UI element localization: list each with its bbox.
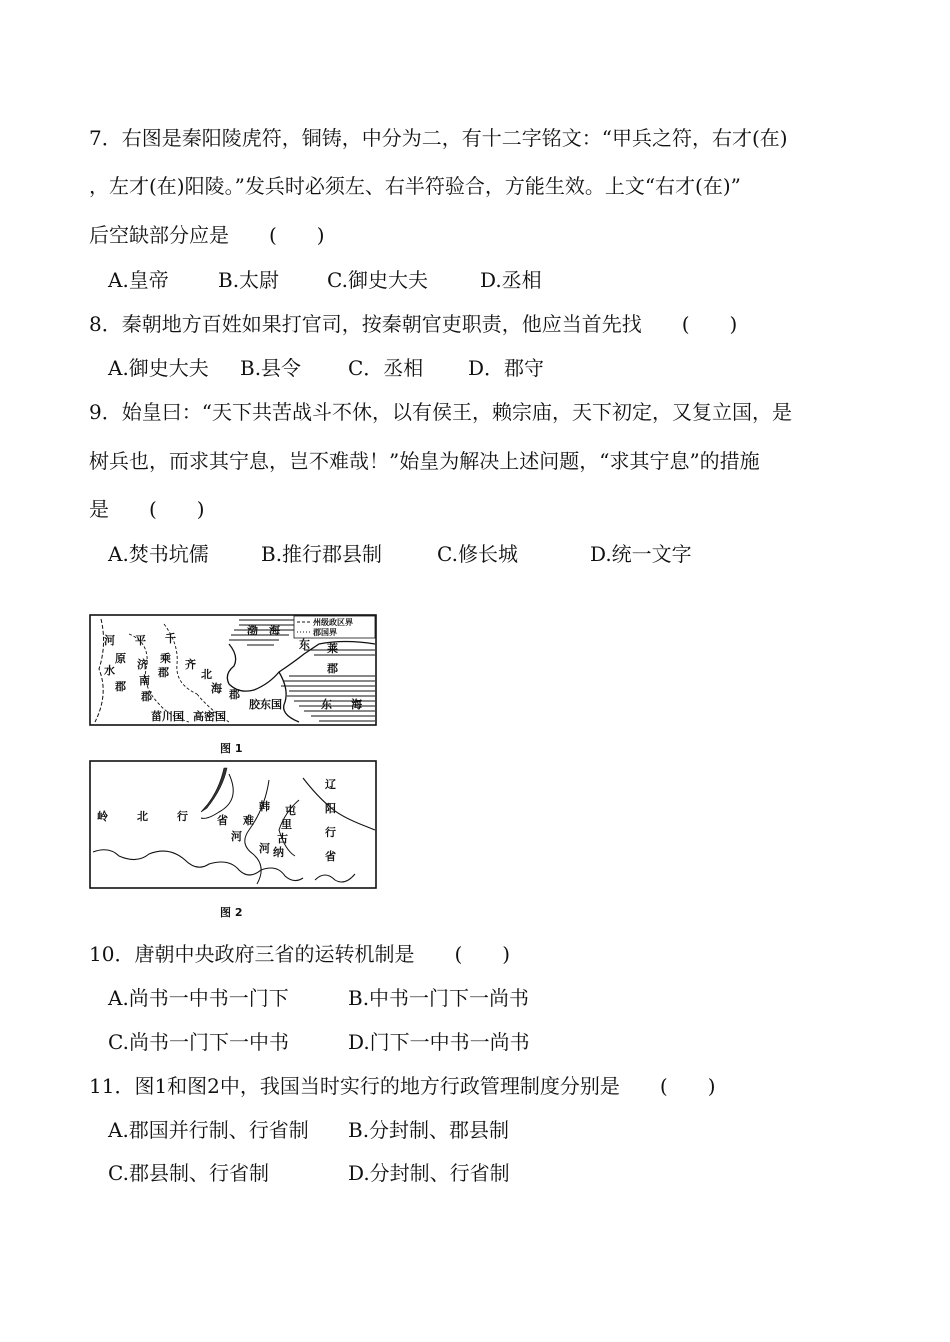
q8-option-b: B.县令: [240, 356, 302, 380]
q9-option-c: C.修长城: [437, 542, 518, 566]
q8-option-d: D．郡守: [468, 356, 545, 380]
q11-option-a: A.郡国并行制、行省制: [108, 1118, 309, 1142]
q9-option-d: D.统一文字: [590, 542, 692, 566]
map2-label: 河: [259, 842, 270, 855]
q9-option-a: A.焚书坑儒: [108, 542, 209, 566]
map1-label: 郡: [115, 680, 126, 693]
map1-label: 海: [269, 624, 280, 637]
map2-label: 北: [137, 810, 148, 823]
map1-label: 高密国: [193, 710, 226, 723]
map1-label: 水: [104, 664, 115, 677]
map1-label: 渤: [247, 624, 258, 637]
map1-label: 郡: [158, 666, 169, 679]
q10-option-d: D.门下一中书一尚书: [348, 1030, 530, 1054]
q8-stem: 8．秦朝地方百姓如果打官司，按秦朝官吏职责，他应当首先找 ( ): [89, 312, 738, 336]
map1-label: 平: [135, 634, 146, 647]
q7-option-a: A.皇帝: [108, 268, 169, 292]
q7-stem-line3: 后空缺部分应是 ( ): [89, 223, 325, 247]
q10-stem: 10．唐朝中央政府三省的运转机制是 ( ): [89, 942, 511, 966]
q7-option-c: C.御史大夫: [327, 268, 428, 292]
q8-option-c: C．丞相: [348, 356, 424, 380]
q10-option-a: A.尚书一中书一门下: [108, 986, 289, 1010]
map2-label: 行: [177, 810, 188, 823]
map1-label: 郡: [229, 688, 240, 701]
map2-label: 省: [325, 850, 336, 863]
map1-label: 千: [165, 632, 176, 645]
map1-label: 东: [321, 698, 332, 711]
map2-label: 难: [243, 814, 254, 827]
map1-label: 菑川国: [151, 710, 184, 723]
map1-label: 郡: [327, 662, 338, 675]
map1-label: 莱: [327, 642, 338, 655]
map1-label: 齐: [185, 658, 196, 671]
q10-option-b: B.中书一门下一尚书: [348, 986, 530, 1010]
q9-stem-line1: 9．始皇曰：“天下共苦战斗不休，以有侯王，赖宗庙，天下初定，又复立国，是: [89, 400, 792, 424]
map1-label: 原: [115, 652, 126, 665]
q11-stem: 11．图1和图2中，我国当时实行的地方行政管理制度分别是 ( ): [89, 1074, 716, 1098]
q9-stem-line3: 是 ( ): [89, 497, 205, 521]
map2-label: 里: [281, 818, 292, 831]
map1-label: 济: [137, 658, 148, 671]
map2-label: 纳: [273, 846, 284, 859]
q7-option-b: B.太尉: [218, 268, 280, 292]
map2-label: 屯: [285, 804, 296, 817]
map1-label: 海: [351, 698, 362, 711]
q11-option-b: B.分封制、郡县制: [348, 1118, 510, 1142]
map1-label: 海: [211, 682, 222, 695]
map2-caption: 图 2: [220, 906, 243, 919]
q9-stem-line2: 树兵也，而求其宁息，岂不难哉！”始皇为解决上述问题，“求其宁息”的措施: [89, 449, 760, 473]
map1-legend-commandery: 郡国界: [313, 627, 337, 637]
map2-label: 河: [231, 830, 242, 843]
map2-label: 行: [325, 826, 336, 839]
map-figure-1: [89, 614, 377, 730]
map1-label: 河: [104, 634, 115, 647]
map2-label: 岭: [97, 810, 108, 823]
map1-label: 乘: [160, 652, 171, 665]
map1-legend-province: 州级政区界: [313, 617, 353, 627]
q10-option-c: C.尚书一门下一中书: [108, 1030, 289, 1054]
map2-label: 韩: [259, 800, 270, 813]
map2-label: 省: [217, 814, 228, 827]
q11-option-d: D.分封制、行省制: [348, 1161, 510, 1185]
q11-option-c: C.郡县制、行省制: [108, 1161, 269, 1185]
map-figure-2: [89, 760, 377, 890]
map1-label: 东: [299, 638, 310, 651]
map1-label: 北: [201, 668, 212, 681]
map2-label: 辽: [325, 778, 336, 791]
q8-option-a: A.御史大夫: [108, 356, 209, 380]
map1-label: 胶东国: [249, 698, 282, 711]
q9-option-b: B.推行郡县制: [261, 542, 383, 566]
q7-option-d: D.丞相: [480, 268, 542, 292]
map1-caption: 图 1: [220, 742, 243, 755]
map1-label: 郡: [141, 690, 152, 703]
q7-stem-line1: 7．右图是秦阳陵虎符，铜铸，中分为二，有十二字铭文：“甲兵之符，右才(在): [89, 126, 788, 150]
map2-label: 古: [277, 832, 288, 845]
map1-label: 南: [139, 674, 150, 687]
map2-label: 阳: [325, 802, 336, 815]
q7-stem-line2: ，左才(在)阳陵。”发兵时必须左、右半符验合，方能生效。上文“右才(在)”: [89, 174, 741, 198]
